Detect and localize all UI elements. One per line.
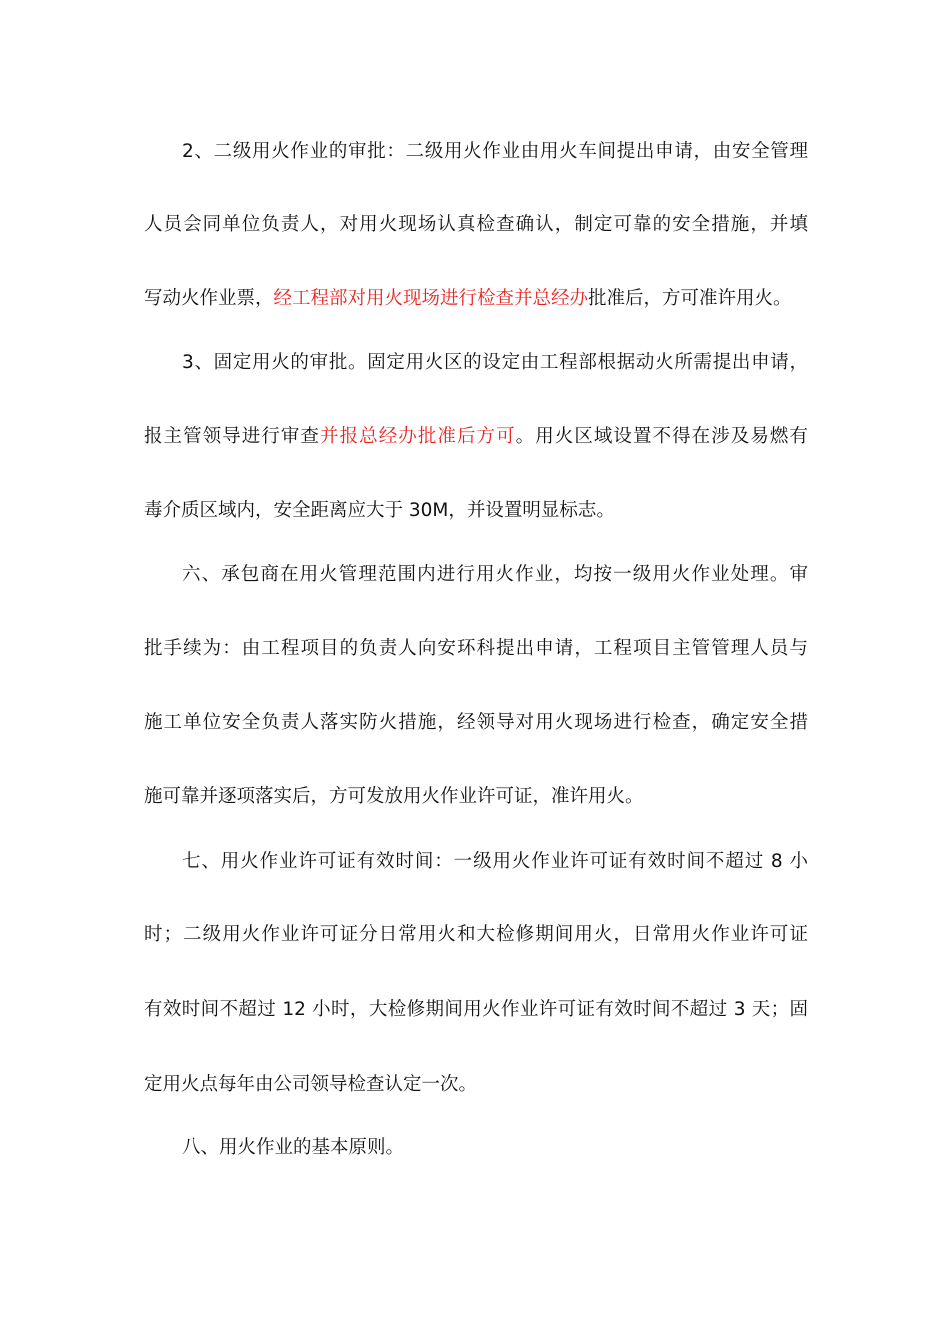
- paragraph-line: [144, 213, 808, 237]
- paragraph-line: [182, 850, 808, 874]
- paragraph-line: [144, 499, 808, 523]
- line-text: 报主管领导进行审查: [144, 426, 321, 447]
- paragraph-line: [182, 563, 808, 587]
- line-text: 3、固定用火的审批。固定用火区的设定由工程部根据动火所需提出申请，: [182, 352, 808, 373]
- line-text: 毒介质区域内，安全距离应大于 30M，并设置明显标志。: [144, 500, 615, 521]
- line-text: 八、用火作业的基本原则。: [182, 1137, 405, 1158]
- line-text: 七、用火作业许可证有效时间：一级用火作业许可证有效时间不超过 8 小: [182, 851, 808, 872]
- paragraph-line: [182, 140, 808, 164]
- paragraph-line: [144, 425, 808, 449]
- paragraph-line: [182, 351, 808, 375]
- highlighted-text: 并报总经办批准后方可: [320, 426, 516, 447]
- line-text: 施工单位安全负责人落实防火措施，经领导对用火现场进行检查，确定安全措: [144, 712, 808, 733]
- line-text: 定用火点每年由公司领导检查认定一次。: [144, 1074, 478, 1095]
- paragraph-line: [144, 637, 808, 661]
- highlighted-text: 经工程部对用火现场进行检查并总经办: [273, 288, 589, 309]
- line-text: 。用火区域设置不得在涉及易燃有: [515, 426, 808, 447]
- line-text: 批准后，方可准许用火。: [588, 288, 792, 309]
- paragraph-line: [144, 785, 808, 809]
- paragraph-line: [144, 711, 808, 735]
- line-text: 写动火作业票，: [144, 288, 274, 309]
- line-text: 2、二级用火作业的审批：二级用火作业由用火车间提出申请，由安全管理: [182, 141, 808, 162]
- line-text: 时；二级用火作业许可证分日常用火和大检修期间用火，日常用火作业许可证: [144, 924, 808, 945]
- line-text: 人员会同单位负责人，对用火现场认真检查确认，制定可靠的安全措施，并填: [144, 214, 808, 235]
- paragraph-line: [182, 1136, 808, 1160]
- paragraph-line: [144, 923, 808, 947]
- line-text: 六、承包商在用火管理范围内进行用火作业，均按一级用火作业处理。审: [182, 564, 808, 585]
- line-text: 批手续为：由工程项目的负责人向安环科提出申请，工程项目主管管理人员与: [144, 638, 808, 659]
- line-text: 施可靠并逐项落实后，方可发放用火作业许可证，准许用火。: [144, 786, 644, 807]
- paragraph-line: [144, 287, 808, 311]
- line-text: 有效时间不超过 12 小时，大检修期间用火作业许可证有效时间不超过 3 天；固: [144, 999, 808, 1020]
- paragraph-line: [144, 1073, 808, 1097]
- paragraph-line: [144, 998, 808, 1022]
